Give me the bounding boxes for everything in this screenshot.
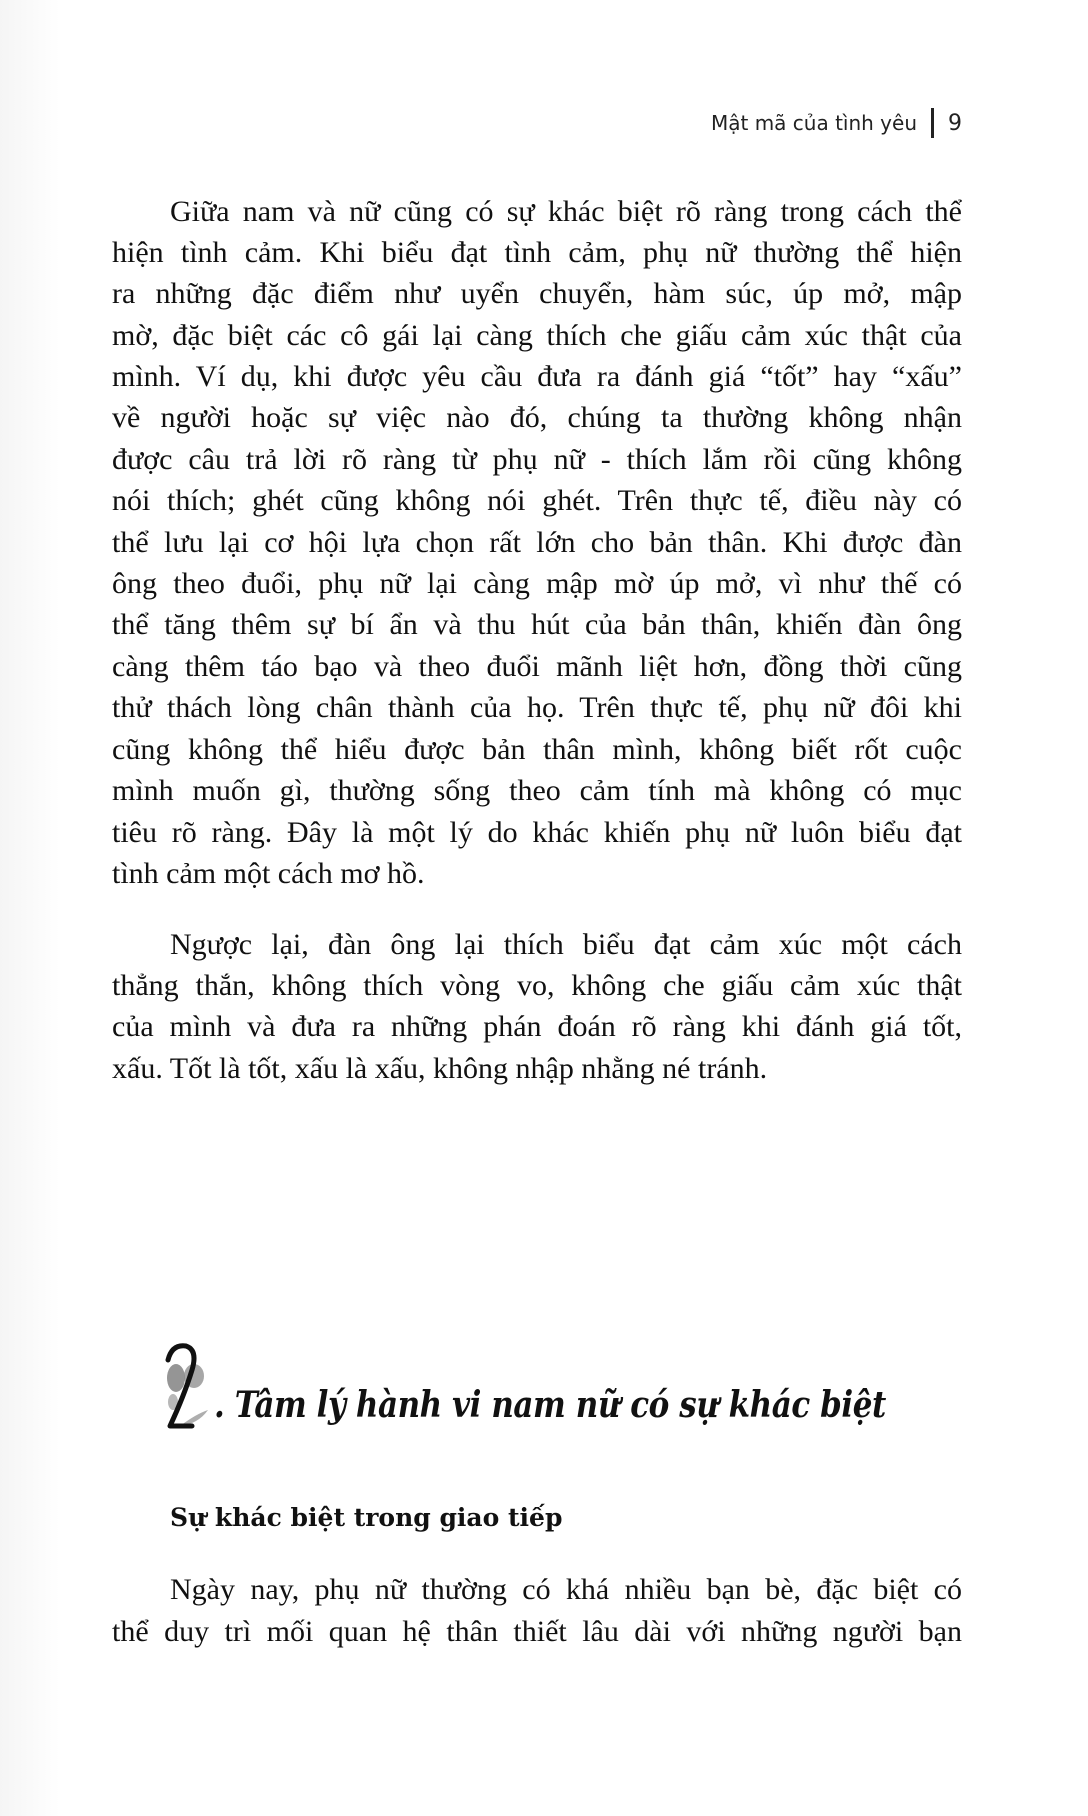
text-line: về người hoặc sự việc nào đó, chúng ta thường không nhận <box>112 401 962 434</box>
text-line: tình cảm một cách mơ hồ. <box>112 857 425 890</box>
section-number <box>162 1340 212 1432</box>
text-line: thẳng thắn, không thích vòng vo, không che giấu cảm xúc thật <box>112 969 962 1002</box>
subsection-heading: Sự khác biệt trong giao tiếp <box>170 1503 563 1532</box>
running-header <box>711 108 962 138</box>
text-line: mình muốn gì, thường sống theo cảm tính mà không có mục <box>112 774 962 807</box>
text-line: càng thêm táo bạo và theo đuổi mãnh liệt hơn, đồng thời cũng <box>112 650 962 683</box>
text-line: cũng không thể hiểu được bản thân mình, không biết rốt cuộc <box>112 733 962 766</box>
section-heading <box>162 1340 995 1432</box>
text-line: của mình và đưa ra những phán đoán rõ ràng khi đánh giá tốt, <box>112 1010 962 1043</box>
page-number: 9 <box>948 110 962 136</box>
text-line: thể tăng thêm sự bí ẩn và thu hút của bản thân, khiến đàn ông <box>112 608 962 641</box>
text-line: mờ, đặc biệt các cô gái lại càng thích che giấu cảm xúc thật của <box>112 319 962 352</box>
header-separator <box>931 108 934 138</box>
text-line: hiện tình cảm. Khi biểu đạt tình cảm, phụ nữ thường thể hiện <box>112 236 962 269</box>
text-line: thể lưu lại cơ hội lựa chọn rất lớn cho bản thân. Khi được đàn <box>112 526 962 559</box>
section-title: . Tâm lý hành vi nam nữ có sự khác biệt <box>214 1384 886 1426</box>
text-line: được câu trả lời rõ ràng từ phụ nữ - thích lắm rồi cũng không <box>112 443 962 476</box>
text-line: nói thích; ghét cũng không nói ghét. Trên thực tế, điều này có <box>112 484 962 517</box>
text-line: ông theo đuổi, phụ nữ lại càng mập mờ úp mở, vì như thế có <box>112 567 962 600</box>
text-line: xấu. Tốt là tốt, xấu là xấu, không nhập nhằng né tránh. <box>112 1052 768 1085</box>
text-line: ra những đặc điểm như uyển chuyển, hàm súc, úp mở, mập <box>112 277 962 310</box>
text-line: tiêu rõ ràng. Đây là một lý do khác khiến phụ nữ luôn biểu đạt <box>112 816 962 849</box>
text-line: mình. Ví dụ, khi được yêu cầu đưa ra đánh giá “tốt” hay “xấu” <box>112 360 962 393</box>
text-line: thể duy trì mối quan hệ thân thiết lâu dài với những người bạn <box>112 1615 962 1648</box>
text-line: Ngược lại, đàn ông lại thích biểu đạt cảm xúc một cách <box>170 928 962 961</box>
text-line: Giữa nam và nữ cũng có sự khác biệt rõ ràng trong cách thể <box>170 195 962 228</box>
running-title: Mật mã của tình yêu <box>710 111 917 135</box>
page-edge-shadow <box>0 0 60 1816</box>
text-line: thử thách lòng chân thành của họ. Trên thực tế, phụ nữ đôi khi <box>112 691 962 724</box>
flower-icon <box>162 1340 212 1432</box>
text-line: Ngày nay, phụ nữ thường có khá nhiều bạn bè, đặc biệt có <box>170 1573 962 1606</box>
